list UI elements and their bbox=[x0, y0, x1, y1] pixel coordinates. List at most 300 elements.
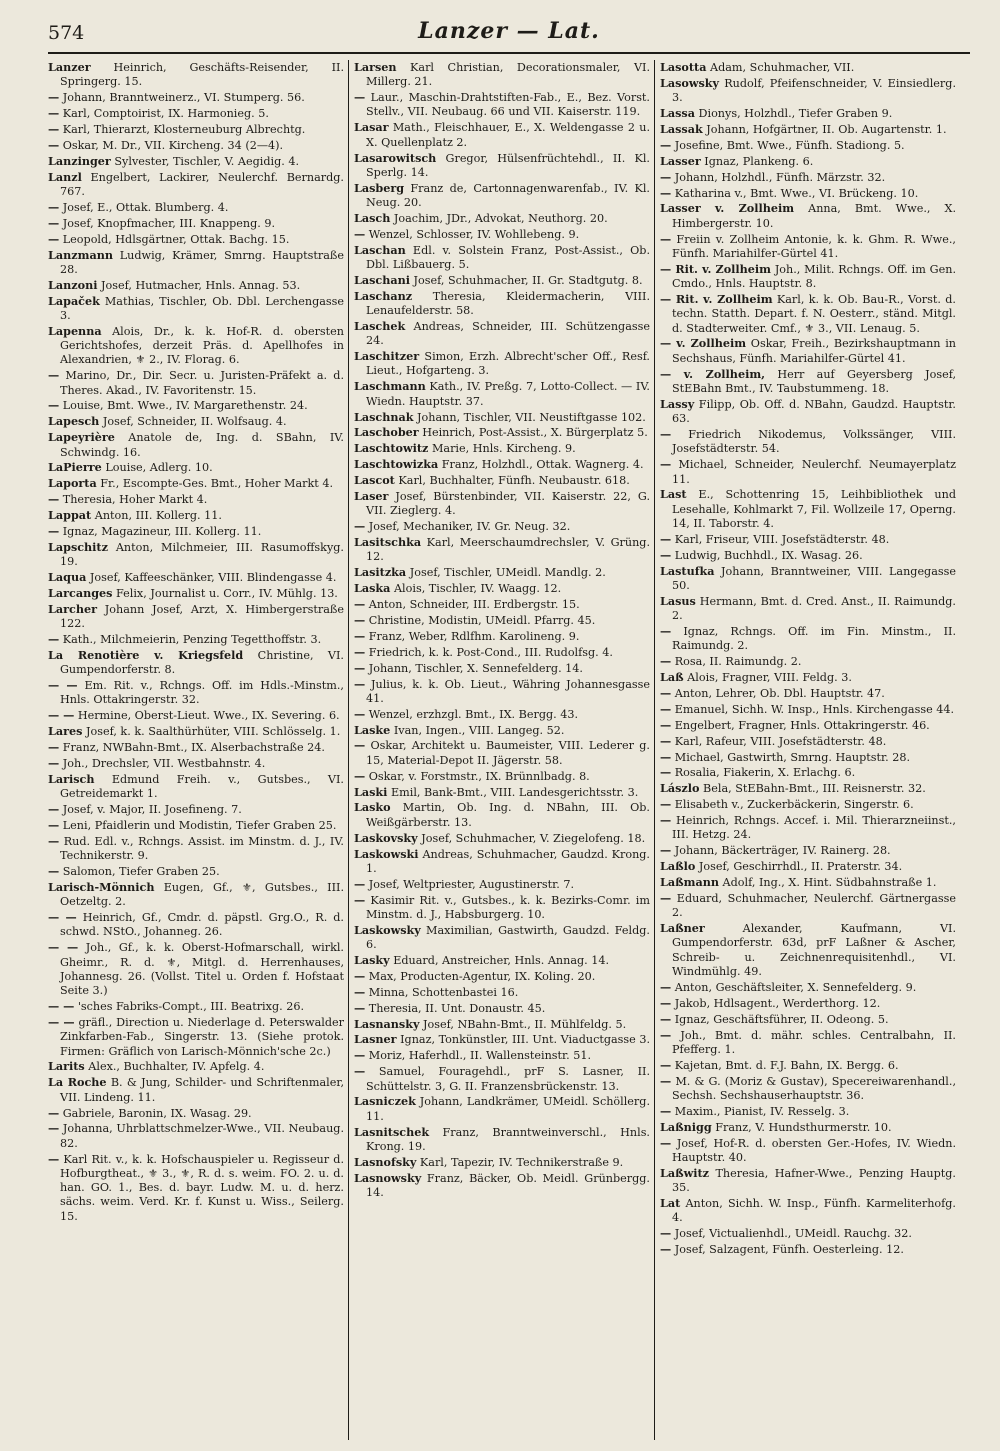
entry-surname: — bbox=[48, 368, 60, 383]
entry-surname: Larcher bbox=[48, 601, 97, 616]
entry-surname: — bbox=[660, 169, 672, 184]
directory-entry bbox=[354, 1155, 650, 1170]
directory-entry bbox=[660, 1136, 956, 1166]
directory-entry bbox=[48, 999, 344, 1014]
directory-entry bbox=[48, 880, 344, 910]
entry-surname: — bbox=[660, 624, 672, 639]
directory-entry bbox=[354, 1001, 650, 1016]
entry-surname: — bbox=[48, 137, 60, 152]
entry-details: Louise, Adlerg. 10. bbox=[101, 461, 213, 475]
directory-entry bbox=[354, 441, 650, 456]
entry-details: Anton, Schneider, III. Erdbergstr. 15. bbox=[365, 598, 580, 612]
directory-entry bbox=[660, 336, 956, 366]
entry-details: Edl. v. Solstein Franz, Post-Assist., Ob. Dbl. Lißbauerg. 5. bbox=[366, 243, 650, 272]
entry-details: Theresia, Hoher Markt 4. bbox=[59, 493, 208, 507]
entry-details: Ludwig, Buchhdl., IX. Wasag. 26. bbox=[671, 548, 863, 562]
directory-entry bbox=[48, 602, 344, 632]
entry-details: Elisabeth v., Zuckerbäckerin, Singerstr. 6. bbox=[671, 798, 914, 812]
entry-details: Franz de, Cartonnagenwarenfab., IV. Kl. Neug. 20. bbox=[366, 181, 650, 210]
entry-details: Jakob, Hdlsagent., Werderthorg. 12. bbox=[671, 996, 881, 1010]
column-1 bbox=[48, 60, 344, 1440]
directory-entry bbox=[48, 772, 344, 802]
entry-details: Josef, E., Ottak. Blumberg. 4. bbox=[59, 200, 229, 214]
entry-details: Adolf, Ing., X. Hint. Südbahnstraße 1. bbox=[718, 876, 937, 890]
entry-surname: Lasarowitsch bbox=[354, 150, 437, 165]
entry-surname: Larsen bbox=[354, 60, 397, 74]
directory-entry bbox=[660, 548, 956, 563]
directory-entry bbox=[48, 278, 344, 293]
entry-details: Theresia, Kleidermacherin, VIII. Lenaufelderstr. 58. bbox=[366, 289, 650, 318]
entry-surname: Laschani bbox=[354, 272, 410, 287]
entry-details: Felix, Journalist u. Corr., IV. Mühlg. 13. bbox=[112, 586, 338, 600]
entry-details: Michael, Schneider, Neulerchf. Neumayerplatz 11. bbox=[671, 458, 956, 486]
entry-details: Martin, Ob. Ing. d. NBahn, III. Ob. Weißgärberstr. 13. bbox=[366, 801, 650, 829]
directory-entry bbox=[354, 151, 650, 181]
entry-surname: — bbox=[354, 612, 366, 627]
entry-details: Wenzel, Schlosser, IV. Wohllebeng. 9. bbox=[365, 227, 580, 241]
entry-surname: — bbox=[354, 892, 366, 907]
entry-surname: Laskowsky bbox=[354, 922, 421, 937]
directory-entry bbox=[660, 718, 956, 733]
entry-details: Josef, v. Major, II. Josefineng. 7. bbox=[59, 803, 242, 817]
directory-entry bbox=[48, 724, 344, 739]
page-number: 574 bbox=[48, 22, 85, 44]
entry-surname: Lapesch bbox=[48, 414, 100, 429]
entry-surname: — — bbox=[48, 999, 75, 1014]
directory-entry bbox=[660, 921, 956, 979]
entry-surname: Laßnigg bbox=[660, 1119, 712, 1134]
entry-details: Friedrich Nikodemus, Volkssänger, VIII. Josefstädterstr. 54. bbox=[671, 428, 956, 456]
entry-details: Andreas, Schneider, III. Schützengasse 24. bbox=[366, 319, 650, 348]
entry-details: Eduard, Anstreicher, Hnls. Annag. 14. bbox=[389, 953, 610, 967]
directory-entry bbox=[48, 524, 344, 539]
entry-details: Oskar, Architekt u. Baumeister, VIII. Lederer g. 15, Material-Depot II. Jägerstr. 58. bbox=[365, 739, 650, 767]
directory-entry bbox=[660, 813, 956, 843]
directory-entry bbox=[354, 349, 650, 379]
entry-details: Salomon, Tiefer Graben 25. bbox=[59, 865, 220, 878]
entry-surname: Lapeyrière bbox=[48, 430, 115, 445]
entry-details: Gabriele, Baronin, IX. Wasag. 29. bbox=[59, 1106, 252, 1120]
directory-entry bbox=[354, 629, 650, 644]
directory-entry bbox=[354, 243, 650, 273]
entry-details: Emanuel, Sichh. W. Insp., Hnls. Kirchengasse 44. bbox=[671, 702, 955, 716]
directory-entry bbox=[48, 430, 344, 460]
entry-details: Friedrich, k. k. Post-Cond., III. Rudolfsg. 4. bbox=[365, 645, 613, 659]
entry-details: Josef, Victualienhdl., UMeidl. Rauchg. 32. bbox=[671, 1227, 912, 1241]
entry-details: Sylvester, Tischler, V. Aegidig. 4. bbox=[110, 154, 300, 168]
entry-details: Maximilian, Gastwirth, Gaudzd. Feldg. 6. bbox=[366, 923, 650, 952]
directory-entry bbox=[48, 232, 344, 247]
directory-entry bbox=[354, 877, 650, 892]
entry-details: Marie, Hnls. Kircheng. 9. bbox=[428, 442, 576, 456]
entry-surname: — bbox=[660, 427, 672, 442]
directory-entry bbox=[354, 227, 650, 242]
directory-entry bbox=[48, 586, 344, 601]
entry-surname: — bbox=[660, 1242, 672, 1257]
entry-surname: Larits bbox=[48, 1059, 85, 1074]
entry-details: Filipp, Ob. Off. d. NBahn, Gaudzd. Hauptstr. 63. bbox=[672, 397, 956, 426]
entry-surname: LaPierre bbox=[48, 460, 102, 475]
directory-entry bbox=[48, 1121, 344, 1151]
entry-details: Josef, Knopfmacher, III. Knappeng. 9. bbox=[59, 216, 276, 230]
directory-entry bbox=[354, 1017, 650, 1032]
entry-details: Karl, Rafeur, VIII. Josefstädterstr. 48. bbox=[671, 734, 887, 748]
entry-details: Johann, Branntweiner, VIII. Langegasse 50. bbox=[672, 564, 956, 592]
directory-entry bbox=[660, 154, 956, 169]
entry-surname: Laqua bbox=[48, 570, 87, 585]
entry-surname: — bbox=[48, 1105, 60, 1120]
directory-entry bbox=[48, 216, 344, 231]
directory-entry bbox=[660, 859, 956, 874]
entry-surname: — bbox=[48, 121, 60, 136]
entry-details: Karl Christian, Decorationsmaler, VI. Millerg. 21. bbox=[366, 61, 650, 89]
entry-surname: — bbox=[354, 597, 366, 612]
entry-surname: — — bbox=[48, 940, 79, 955]
entry-details: Christine, VI. Gumpendorferstr. 8. bbox=[60, 648, 344, 677]
entry-surname: Larisch bbox=[48, 771, 95, 786]
directory-entry bbox=[660, 122, 956, 137]
directory-entry bbox=[48, 1106, 344, 1121]
entry-surname: Lasitzka bbox=[354, 565, 407, 580]
directory-entry bbox=[660, 170, 956, 185]
entry-surname: — bbox=[660, 1027, 672, 1042]
directory-entry bbox=[354, 273, 650, 288]
entry-details: Ludwig, Krämer, Smrng. Hauptstraße 28. bbox=[60, 248, 344, 276]
entry-details: Christine, Modistin, UMeidl. Pfarrg. 45. bbox=[365, 613, 596, 627]
entry-details: Karl Rit. v., k. k. Hofschauspieler u. Regisseur d. Hofburgtheat., ⚜ 3., ⚜, R. d. s. weim. FO. 2. u. d. han. GO. 1., Bes. d. bayr. Ludw. M. u. d. herz. sächs. weim. Verd. Kr. f. Kunst u. Wiss., Seilerg. 15. bbox=[59, 1152, 344, 1223]
directory-entry bbox=[660, 532, 956, 547]
directory-entry bbox=[660, 1028, 956, 1058]
directory-entry bbox=[48, 324, 344, 368]
directory-entry bbox=[660, 702, 956, 717]
entry-surname: Lasnofsky bbox=[354, 1154, 417, 1169]
entry-details: Rosalia, Fiakerin, X. Erlachg. 6. bbox=[671, 766, 856, 780]
directory-entry bbox=[48, 492, 344, 507]
entry-details: Fr., Escompte-Ges. Bmt., Hoher Markt 4. bbox=[96, 477, 334, 491]
directory-entry bbox=[660, 397, 956, 427]
entry-surname: — Rit. v. Zollheim bbox=[660, 291, 773, 306]
directory-entry bbox=[660, 1104, 956, 1119]
directory-entry bbox=[48, 940, 344, 998]
entry-details: Laur., Maschin-Drahtstiften-Fab., E., Bez. Vorst. Stellv., VII. Neubaug. 66 und VII. Kaiserstr. 119. bbox=[365, 91, 650, 119]
entry-surname: — bbox=[660, 547, 672, 562]
entry-surname: Lapenna bbox=[48, 323, 102, 338]
entry-details: Maxim., Pianist, IV. Resselg. 3. bbox=[671, 1104, 850, 1118]
entry-details: Johann, Branntweinerz., VI. Stumperg. 56. bbox=[59, 91, 305, 105]
entry-details: Wenzel, erzhzgl. Bmt., IX. Bergg. 43. bbox=[365, 707, 579, 721]
directory-entry bbox=[48, 414, 344, 429]
entry-details: Oskar, M. Dr., VII. Kircheng. 34 (2—4). bbox=[59, 138, 284, 152]
entry-details: Ignaz, Magazineur, III. Kollerg. 11. bbox=[59, 524, 262, 538]
entry-surname: — v. Zollheim bbox=[660, 336, 747, 351]
directory-entry bbox=[660, 1166, 956, 1196]
entry-surname: Laß bbox=[660, 670, 684, 685]
entry-details: Josef, Hof-R. d. obersten Ger.-Hofes, IV. Wiedn. Hauptstr. 40. bbox=[671, 1136, 956, 1164]
entry-details: Karl, Friseur, VIII. Josefstädterstr. 48. bbox=[671, 532, 890, 546]
entry-details: Edmund Freih. v., Gutsbes., VI. Getreidemarkt 1. bbox=[60, 772, 344, 801]
entry-details: Josef, Kaffeeschänker, VIII. Blindengasse 4. bbox=[86, 571, 337, 585]
entry-surname: — bbox=[660, 531, 672, 546]
entry-surname: — bbox=[660, 137, 672, 152]
entry-surname: — bbox=[48, 231, 60, 246]
entry-surname: Lasky bbox=[354, 952, 390, 967]
directory-entry bbox=[354, 457, 650, 472]
directory-entry bbox=[48, 648, 344, 678]
entry-surname: Lascot bbox=[354, 473, 395, 488]
entry-surname: — bbox=[660, 717, 672, 732]
directory-entry bbox=[660, 843, 956, 858]
entry-details: Em. Rit. v., Rchngs. Off. im Hdls.-Minstm., Hnls. Ottakringerstr. 32. bbox=[60, 679, 344, 707]
entry-details: Rudolf, Pfeifenschneider, V. Einsiedlerg. 3. bbox=[672, 76, 956, 105]
entry-details: Katharina v., Bmt. Wwe., VI. Brückeng. 10. bbox=[671, 186, 919, 200]
directory-entry bbox=[660, 427, 956, 457]
entry-details: Rud. Edl. v., Rchngs. Assist. im Minstm. d. J., IV. Technikerstr. 9. bbox=[59, 834, 344, 863]
directory-entry bbox=[48, 864, 344, 879]
directory-entry bbox=[354, 1125, 650, 1155]
entry-details: Josef, Mechaniker, IV. Gr. Neug. 32. bbox=[365, 520, 571, 534]
entry-details: Theresia, II. Unt. Donaustr. 45. bbox=[365, 1001, 546, 1015]
directory-entry bbox=[48, 294, 344, 324]
entry-details: Anton, Sichh. W. Insp., Fünfh. Karmeliterhofg. 4. bbox=[672, 1197, 956, 1225]
directory-entry bbox=[48, 106, 344, 121]
entry-surname: — bbox=[660, 1226, 672, 1241]
entry-surname: Lanzmann bbox=[48, 247, 113, 262]
directory-entry bbox=[48, 632, 344, 647]
column-2 bbox=[354, 60, 650, 1440]
directory-entry bbox=[354, 1048, 650, 1063]
directory-entry bbox=[660, 797, 956, 812]
entry-details: Franz, Holzhdl., Ottak. Wagnerg. 4. bbox=[438, 458, 644, 472]
entry-surname: Laschanz bbox=[354, 288, 413, 303]
directory-entry bbox=[354, 1171, 650, 1201]
entry-surname: — bbox=[660, 813, 672, 828]
directory-entry bbox=[354, 847, 650, 877]
entry-surname: Last bbox=[660, 487, 687, 502]
directory-entry bbox=[354, 120, 650, 150]
directory-entry bbox=[48, 1152, 344, 1224]
entry-surname: — bbox=[48, 398, 60, 413]
entry-details: Moriz, Haferhdl., II. Wallensteinstr. 51. bbox=[365, 1049, 592, 1063]
entry-details: Andreas, Schuhmacher, Gaudzd. Krong. 1. bbox=[366, 847, 650, 875]
entry-details: Marino, Dr., Dir. Secr. u. Juristen-Präfekt a. d. Theres. Akad., IV. Favoritenstr. 15. bbox=[59, 369, 344, 397]
entry-surname: — bbox=[48, 1121, 60, 1136]
entry-surname: — bbox=[354, 876, 366, 891]
entry-details: Josefine, Bmt. Wwe., Fünfh. Stadiong. 5. bbox=[671, 138, 905, 152]
entry-surname: Laske bbox=[354, 722, 391, 737]
directory-entry bbox=[354, 181, 650, 211]
directory-entry bbox=[354, 661, 650, 676]
column-divider bbox=[654, 60, 655, 1440]
entry-surname: Laschitzer bbox=[354, 349, 420, 364]
directory-entry bbox=[354, 60, 650, 90]
entry-details: Rosa, II. Raimundg. 2. bbox=[671, 655, 802, 669]
entry-details: Karl, Tapezir, IV. Technikerstraße 9. bbox=[416, 1155, 624, 1169]
entry-surname: Lasko bbox=[354, 800, 391, 815]
entry-surname: — bbox=[354, 1000, 366, 1015]
directory-entry bbox=[660, 980, 956, 995]
directory-entry bbox=[48, 756, 344, 771]
entry-surname: — bbox=[660, 654, 672, 669]
entry-details: Josef, Tischler, UMeidl. Mandlg. 2. bbox=[406, 566, 606, 580]
entry-details: M. & G. (Moriz & Gustav), Specereiwarenhandl., Sechsh. Sechshauserhauptstr. 36. bbox=[671, 1074, 956, 1103]
directory-entry bbox=[48, 910, 344, 940]
directory-entry bbox=[48, 508, 344, 523]
entry-details: Franz, Branntweinverschl., Hnls. Krong. 19. bbox=[366, 1125, 650, 1153]
column-3 bbox=[660, 60, 956, 1440]
entry-surname: Lassak bbox=[660, 121, 703, 136]
entry-details: Josef, Geschirrhdl., II. Praterstr. 34. bbox=[695, 860, 903, 874]
directory-entry bbox=[354, 969, 650, 984]
entry-surname: — bbox=[354, 1048, 366, 1063]
directory-entry bbox=[354, 90, 650, 120]
entry-details: Herr auf Geyersberg Josef, StEBahn Bmt., IV. Taubstummeng. 18. bbox=[672, 367, 956, 395]
entry-details: Heinrich, Rchngs. Accef. i. Mil. Thierarzneiinst., III. Hetzg. 24. bbox=[671, 814, 956, 842]
entry-surname: Lasus bbox=[660, 593, 696, 608]
directory-entry bbox=[48, 570, 344, 585]
directory-entry bbox=[48, 248, 344, 278]
entry-surname: — bbox=[354, 968, 366, 983]
entry-surname: Laschnak bbox=[354, 409, 414, 424]
entry-surname: Lasotta bbox=[660, 60, 707, 74]
directory-entry bbox=[660, 654, 956, 669]
column-divider bbox=[348, 60, 349, 1440]
entry-details: Karl, Thierarzt, Klosterneuburg Albrechtg. bbox=[59, 122, 306, 136]
entry-surname: Laßmann bbox=[660, 875, 719, 890]
entry-details: Engelbert, Fragner, Hnls. Ottakringerstr. 46. bbox=[671, 718, 930, 732]
entry-surname: — bbox=[660, 457, 672, 472]
directory-entry bbox=[660, 76, 956, 106]
entry-surname: — bbox=[354, 90, 366, 105]
entry-surname: Lapaček bbox=[48, 293, 100, 308]
directory-entry bbox=[354, 473, 650, 488]
directory-entry bbox=[354, 581, 650, 596]
entry-surname: — bbox=[660, 797, 672, 812]
entry-details: Kasimir Rit. v., Gutsbes., k. k. Bezirks-Comr. im Minstm. d. J., Habsburgerg. 10. bbox=[365, 893, 650, 921]
entry-details: gräfl., Direction u. Niederlage d. Peterswalder Zinkfarben-Fab., Singerstr. 13. (Siehe protok. Firmen: Gräflich von Larisch-Mönnich'sche 2c.) bbox=[60, 1015, 344, 1058]
entry-details: Dionys, Holzhdl., Tiefer Graben 9. bbox=[694, 107, 893, 121]
entry-details: Freiin v. Zollheim Antonie, k. k. Ghm. R. Wwe., Fünfh. Mariahilfer-Gürtel 41. bbox=[671, 232, 956, 260]
directory-entry bbox=[660, 457, 956, 487]
entry-surname: Lasniczek bbox=[354, 1094, 416, 1109]
entry-surname: — bbox=[48, 492, 60, 507]
entry-surname: La Renotière v. Kriegsfeld bbox=[48, 647, 244, 662]
entry-surname: Laskovsky bbox=[354, 830, 418, 845]
entry-details: Ignaz, Tonkünstler, III. Unt. Viaductgasse 3. bbox=[396, 1033, 650, 1047]
entry-details: Engelbert, Lackirer, Neulerchf. Bernardg. 767. bbox=[60, 170, 344, 198]
entry-details: Johanna, Uhrblattschmelzer-Wwe., VII. Neubaug. 82. bbox=[59, 1122, 344, 1150]
entry-surname: — bbox=[660, 1073, 672, 1088]
entry-surname: Lanzoni bbox=[48, 277, 98, 292]
directory-entry bbox=[48, 802, 344, 817]
entry-surname: Lares bbox=[48, 724, 83, 739]
directory-entry bbox=[48, 818, 344, 833]
entry-details: Josef, NBahn-Bmt., II. Mühlfeldg. 5. bbox=[419, 1017, 627, 1031]
directory-entry bbox=[48, 678, 344, 708]
entry-details: Alex., Buchhalter, IV. Apfelg. 4. bbox=[84, 1060, 265, 1074]
directory-entry bbox=[48, 154, 344, 169]
entry-surname: Lanzl bbox=[48, 169, 82, 184]
directory-entry bbox=[660, 765, 956, 780]
directory-entry bbox=[48, 138, 344, 153]
directory-entry bbox=[660, 138, 956, 153]
entry-details: Alois, Dr., k. k. Hof-R. d. obersten Gerichtshofes, derzeit Präs. d. Apellhofes in Alexandrien, ⚜ 2., IV. Florag. 6. bbox=[60, 324, 344, 367]
entry-details: Franz, Weber, Rdlfhm. Karolineng. 9. bbox=[365, 629, 580, 643]
entry-surname: — bbox=[660, 1135, 672, 1150]
entry-surname: — bbox=[660, 1057, 672, 1072]
directory-entry bbox=[354, 800, 650, 830]
directory-entry bbox=[48, 708, 344, 723]
entry-details: B. & Jung, Schilder- und Schriftenmaler, VII. Lindeng. 11. bbox=[60, 1076, 344, 1104]
entry-surname: — bbox=[48, 833, 60, 848]
directory-entry bbox=[660, 624, 956, 654]
directory-entry bbox=[660, 670, 956, 685]
entry-details: Franz, V. Hundsthurmerstr. 10. bbox=[711, 1120, 892, 1134]
entry-surname: — bbox=[48, 740, 60, 755]
entry-surname: Laschtowitz bbox=[354, 441, 429, 456]
entry-details: Josef, Bürstenbinder, VII. Kaiserstr. 22, G. VII. Zieglerg. 4. bbox=[366, 490, 650, 518]
directory-entry bbox=[660, 594, 956, 624]
entry-surname: Lassa bbox=[660, 106, 695, 121]
entry-details: Johann, Bäckerträger, IV. Rainerg. 28. bbox=[671, 844, 891, 858]
directory-entry bbox=[48, 834, 344, 864]
entry-surname: — Rit. v. Zollheim bbox=[660, 261, 771, 276]
entry-surname: — bbox=[660, 686, 672, 701]
entry-surname: Laska bbox=[354, 581, 391, 596]
entry-surname: — bbox=[660, 733, 672, 748]
entry-surname: — bbox=[48, 215, 60, 230]
directory-entry bbox=[354, 489, 650, 519]
entry-surname: Lapschitz bbox=[48, 539, 108, 554]
directory-entry bbox=[660, 875, 956, 890]
entry-surname: Laßwitz bbox=[660, 1165, 710, 1180]
entry-surname: Lasar bbox=[354, 120, 389, 135]
entry-details: Kath., IV. Preßg. 7, Lotto-Collect. — IV. Wiedn. Hauptstr. 37. bbox=[366, 380, 650, 408]
entry-details: Math., Fleischhauer, E., X. Weldengasse 2 u. X. Quellenplatz 2. bbox=[366, 121, 650, 149]
directory-entry bbox=[354, 289, 650, 319]
directory-entry bbox=[660, 262, 956, 292]
entry-details: Eduard, Schuhmacher, Neulerchf. Gärtnergasse 2. bbox=[671, 892, 956, 920]
entry-details: Johann, Tischler, VII. Neustiftgasse 102. bbox=[413, 410, 646, 424]
entry-details: Julius, k. k. Ob. Lieut., Währing Johannesgasse 41. bbox=[365, 677, 650, 705]
entry-surname: — bbox=[660, 765, 672, 780]
directory-entry bbox=[48, 170, 344, 200]
running-head: Lanzer — Lat. bbox=[418, 18, 600, 44]
directory-entry bbox=[660, 1058, 956, 1073]
entry-surname: — bbox=[354, 628, 366, 643]
entry-surname: Laporta bbox=[48, 476, 97, 491]
entry-details: Anatole de, Ing. d. SBahn, IV. Schwindg. 16. bbox=[60, 431, 344, 459]
entry-surname: — bbox=[48, 755, 60, 770]
entry-surname: — bbox=[354, 519, 366, 534]
entry-surname: Laski bbox=[354, 784, 388, 799]
entry-surname: Larcanges bbox=[48, 585, 113, 600]
entry-details: Karl, k. k. Ob. Bau-R., Vorst. d. techn. Statth. Depart. f. N. Oesterr., ständ. Mitgl. d. Stadterweiter. Cmf., ⚜ 3., VII. Lenaug. 5. bbox=[672, 292, 956, 335]
entry-surname: — — bbox=[48, 1014, 75, 1029]
entry-details: Karl, Buchhalter, Fünfh. Neubaustr. 618. bbox=[394, 474, 630, 488]
directory-entry bbox=[48, 60, 344, 90]
directory-entry bbox=[354, 738, 650, 768]
directory-entry bbox=[354, 723, 650, 738]
entry-surname: Laßlo bbox=[660, 859, 696, 874]
entry-surname: — bbox=[660, 1011, 672, 1026]
entry-surname: — bbox=[48, 90, 60, 105]
directory-entry bbox=[48, 398, 344, 413]
entry-details: Anton, Milchmeier, III. Rasumoffskyg. 19. bbox=[60, 540, 344, 569]
entry-surname: — — bbox=[48, 678, 78, 693]
directory-entry bbox=[660, 891, 956, 921]
entry-details: Josef, Weltpriester, Augustinerstr. 7. bbox=[365, 877, 575, 891]
directory-entry bbox=[660, 232, 956, 262]
